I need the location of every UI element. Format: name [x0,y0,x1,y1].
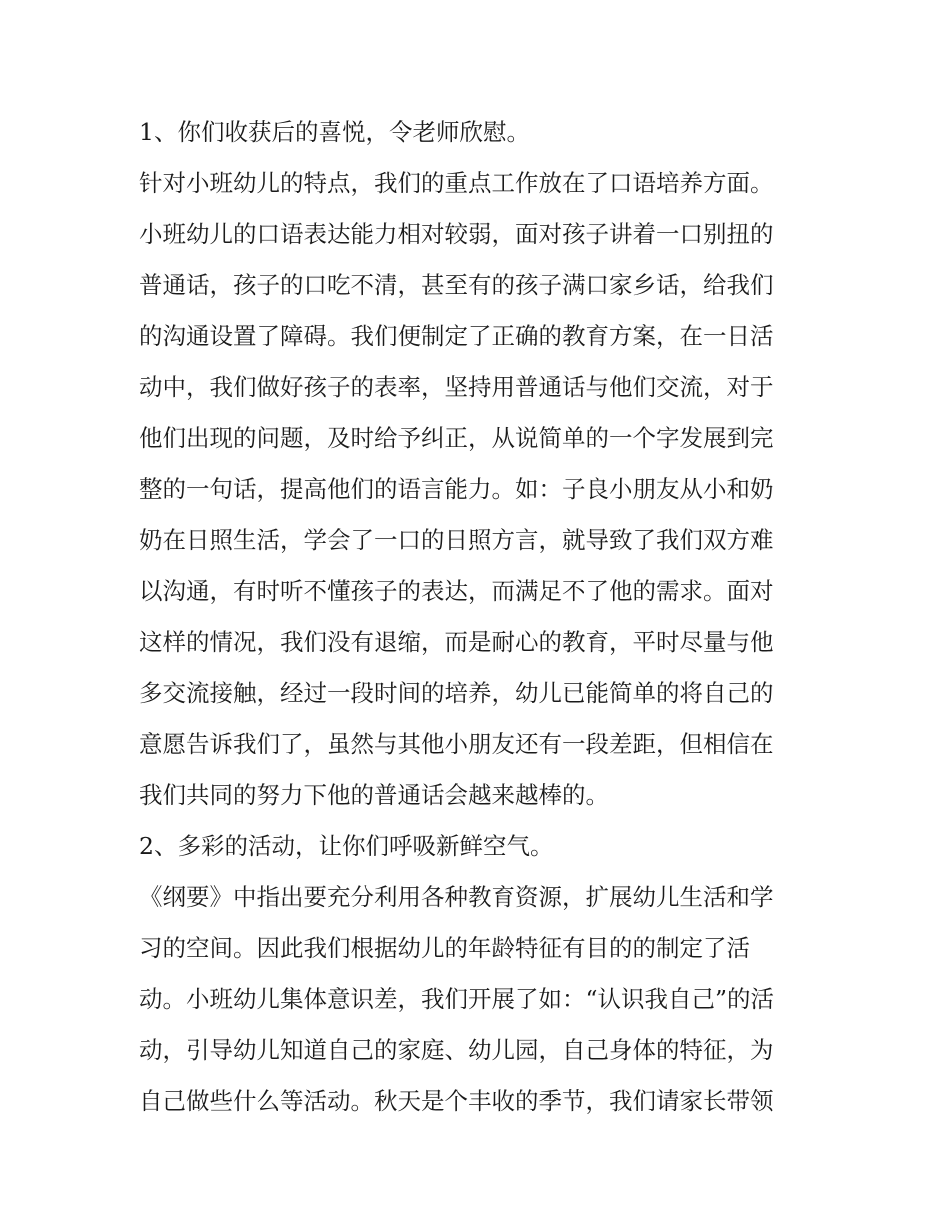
paragraph-line: 小班幼儿的口语表达能力相对较弱，面对孩子讲着一口别扭的 [139,220,774,248]
paragraph-line: 动，引导幼儿知道自己的家庭、幼儿园，自己身体的特征，为 [139,1036,774,1064]
paragraph-line: 我们共同的努力下他的普通话会越来越棒的。 [139,781,609,809]
paragraph-line: 意愿告诉我们了，虽然与其他小朋友还有一段差距，但相信在 [139,730,774,758]
paragraph-line: 动。小班幼儿集体意识差，我们开展了如：“认识我自己”的活 [139,985,775,1013]
document-body [139,107,819,1127]
paragraph-line: 的沟通设置了障碍。我们便制定了正确的教育方案，在一日活 [139,322,774,350]
paragraph-line: 普通话，孩子的口吃不清，甚至有的孩子满口家乡话，给我们 [139,271,774,299]
paragraph-line: 习的空间。因此我们根据幼儿的年龄特征有目的的制定了活 [139,934,750,962]
heading-2: 2、多彩的活动，让你们呼吸新鲜空气。 [139,832,554,860]
paragraph-line: 《纲要》中指出要充分利用各种教育资源，扩展幼儿生活和学 [139,883,774,911]
paragraph-line: 多交流接触，经过一段时间的培养，幼儿已能简单的将自己的 [139,679,774,707]
paragraph-line: 动中，我们做好孩子的表率，坚持用普通话与他们交流，对于 [139,373,774,401]
paragraph-line: 奶在日照生活，学会了一口的日照方言，就导致了我们双方难 [139,526,774,554]
paragraph-line: 针对小班幼儿的特点，我们的重点工作放在了口语培养方面。 [139,169,774,197]
paragraph-line: 自己做些什么等活动。秋天是个丰收的季节，我们请家长带领 [139,1087,774,1115]
paragraph-line: 以沟通，有时听不懂孩子的表达，而满足不了他的需求。面对 [139,577,774,605]
paragraph-line: 整的一句话，提高他们的语言能力。如：子良小朋友从小和奶 [139,475,774,503]
heading-1: 1、你们收获后的喜悦，令老师欣慰。 [139,118,530,146]
paragraph-line: 他们出现的问题，及时给予纠正，从说简单的一个字发展到完 [139,424,774,452]
paragraph-line: 这样的情况，我们没有退缩，而是耐心的教育，平时尽量与他 [139,628,774,656]
